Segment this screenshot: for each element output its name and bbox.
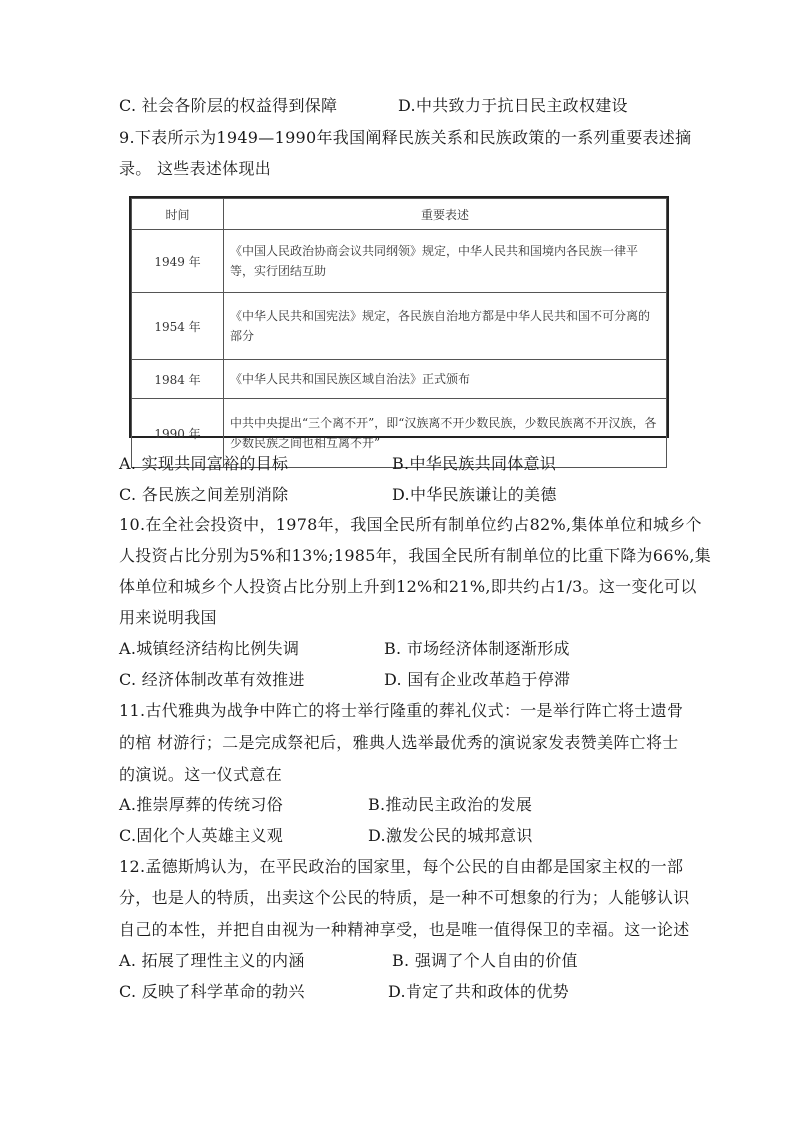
q10-option-c[interactable]: C. 经济体制改革有效推进 (119, 670, 305, 689)
q12-stem-line-1: 12.孟德斯鸠认为，在平民政治的国家里，每个公民的自由都是国家主权的一部 (119, 857, 684, 876)
q12-option-a[interactable]: A. 拓展了理性主义的内涵 (119, 951, 305, 970)
table-cell-statement: 《中华人民共和国宪法》规定，各民族自治地方都是中华人民共和国不可分离的部分 (224, 293, 667, 360)
q11-option-c[interactable]: C.固化个人英雄主义观 (119, 826, 284, 845)
q12-stem-line-2: 分，也是人的特质，出卖这个公民的特质，是一种不可想象的行为；人能够认识 (119, 888, 690, 907)
q9-option-a[interactable]: A. 实现共同富裕的目标 (119, 454, 289, 473)
q9-stem-line-2: 录。 这些表述体现出 (119, 159, 272, 178)
q10-stem-line-2: 人投资占比分别为5%和13%;1985年，我国全民所有制单位的比重下降为66%,集 (119, 546, 712, 565)
table-header-time: 时间 (132, 199, 224, 230)
table-cell-year: 1990 年 (132, 399, 224, 468)
q10-option-a[interactable]: A.城镇经济结构比例失调 (119, 639, 300, 658)
q9-stem-line-1: 9.下表所示为1949—1990年我国阐释民族关系和民族政策的一系列重要表述摘 (119, 128, 692, 147)
q10-stem-line-1: 10.在全社会投资中，1978年，我国全民所有制单位约占82%,集体单位和城乡个 (119, 515, 702, 534)
table-cell-statement: 《中华人民共和国民族区域自治法》正式颁布 (224, 360, 667, 399)
q12-option-d[interactable]: D.肯定了共和政体的优势 (388, 982, 569, 1001)
q8-option-d[interactable]: D.中共致力于抗日民主政权建设 (398, 96, 628, 115)
table-row (132, 293, 667, 360)
q11-option-a[interactable]: A.推崇厚葬的传统习俗 (119, 795, 283, 814)
q9-table (129, 196, 669, 450)
q11-stem-line-3: 的演说。这一仪式意在 (119, 765, 283, 784)
q12-stem-line-3: 自己的本性，并把自由视为一种精神享受，也是唯一值得保卫的幸福。这一论述 (119, 920, 690, 939)
table-cell-year: 1949 年 (132, 230, 224, 293)
table-row (132, 230, 667, 293)
q10-stem-line-3: 体单位和城乡个人投资占比分别上升到12%和21%,即共约占1/3。这一变化可以 (119, 577, 697, 596)
q9-option-b[interactable]: B.中华民族共同体意识 (392, 454, 557, 473)
table-cell-year: 1984 年 (132, 360, 224, 399)
table-cell-year: 1954 年 (132, 293, 224, 360)
q11-option-b[interactable]: B.推动民主政治的发展 (368, 795, 533, 814)
q10-option-d[interactable]: D. 国有企业改革趋于停滞 (384, 670, 571, 689)
q11-stem-line-2: 的棺 材游行；二是完成祭祀后，雅典人选举最优秀的演说家发表赞美阵亡将士 (119, 733, 679, 752)
q10-stem-line-4: 用来说明我国 (119, 608, 217, 627)
q10-option-b[interactable]: B. 市场经济体制逐渐形成 (384, 639, 570, 658)
table-row (132, 360, 667, 399)
table-header-statement: 重要表述 (224, 199, 667, 230)
q12-option-b[interactable]: B. 强调了个人自由的价值 (392, 951, 578, 970)
table-cell-statement: 《中国人民政治协商会议共同纲领》规定，中华人民共和国境内各民族一律平等，实行团结互助 (224, 230, 667, 293)
q8-option-c[interactable]: C. 社会各阶层的权益得到保障 (119, 96, 338, 115)
q9-option-d[interactable]: D.中华民族谦让的美德 (392, 485, 557, 504)
q9-option-c[interactable]: C. 各民族之间差别消除 (119, 485, 289, 504)
table-cell-statement: 中共中央提出“三个离不开”，即“汉族离不开少数民族，少数民族离不开汉族，各少数民族之间也相互离不开” (224, 399, 667, 468)
q11-option-d[interactable]: D.激发公民的城邦意识 (368, 826, 533, 845)
q12-option-c[interactable]: C. 反映了科学革命的勃兴 (119, 982, 305, 1001)
q11-stem-line-1: 11.古代雅典为战争中阵亡的将士举行隆重的葬礼仪式：一是举行阵亡将士遗骨 (119, 701, 684, 720)
